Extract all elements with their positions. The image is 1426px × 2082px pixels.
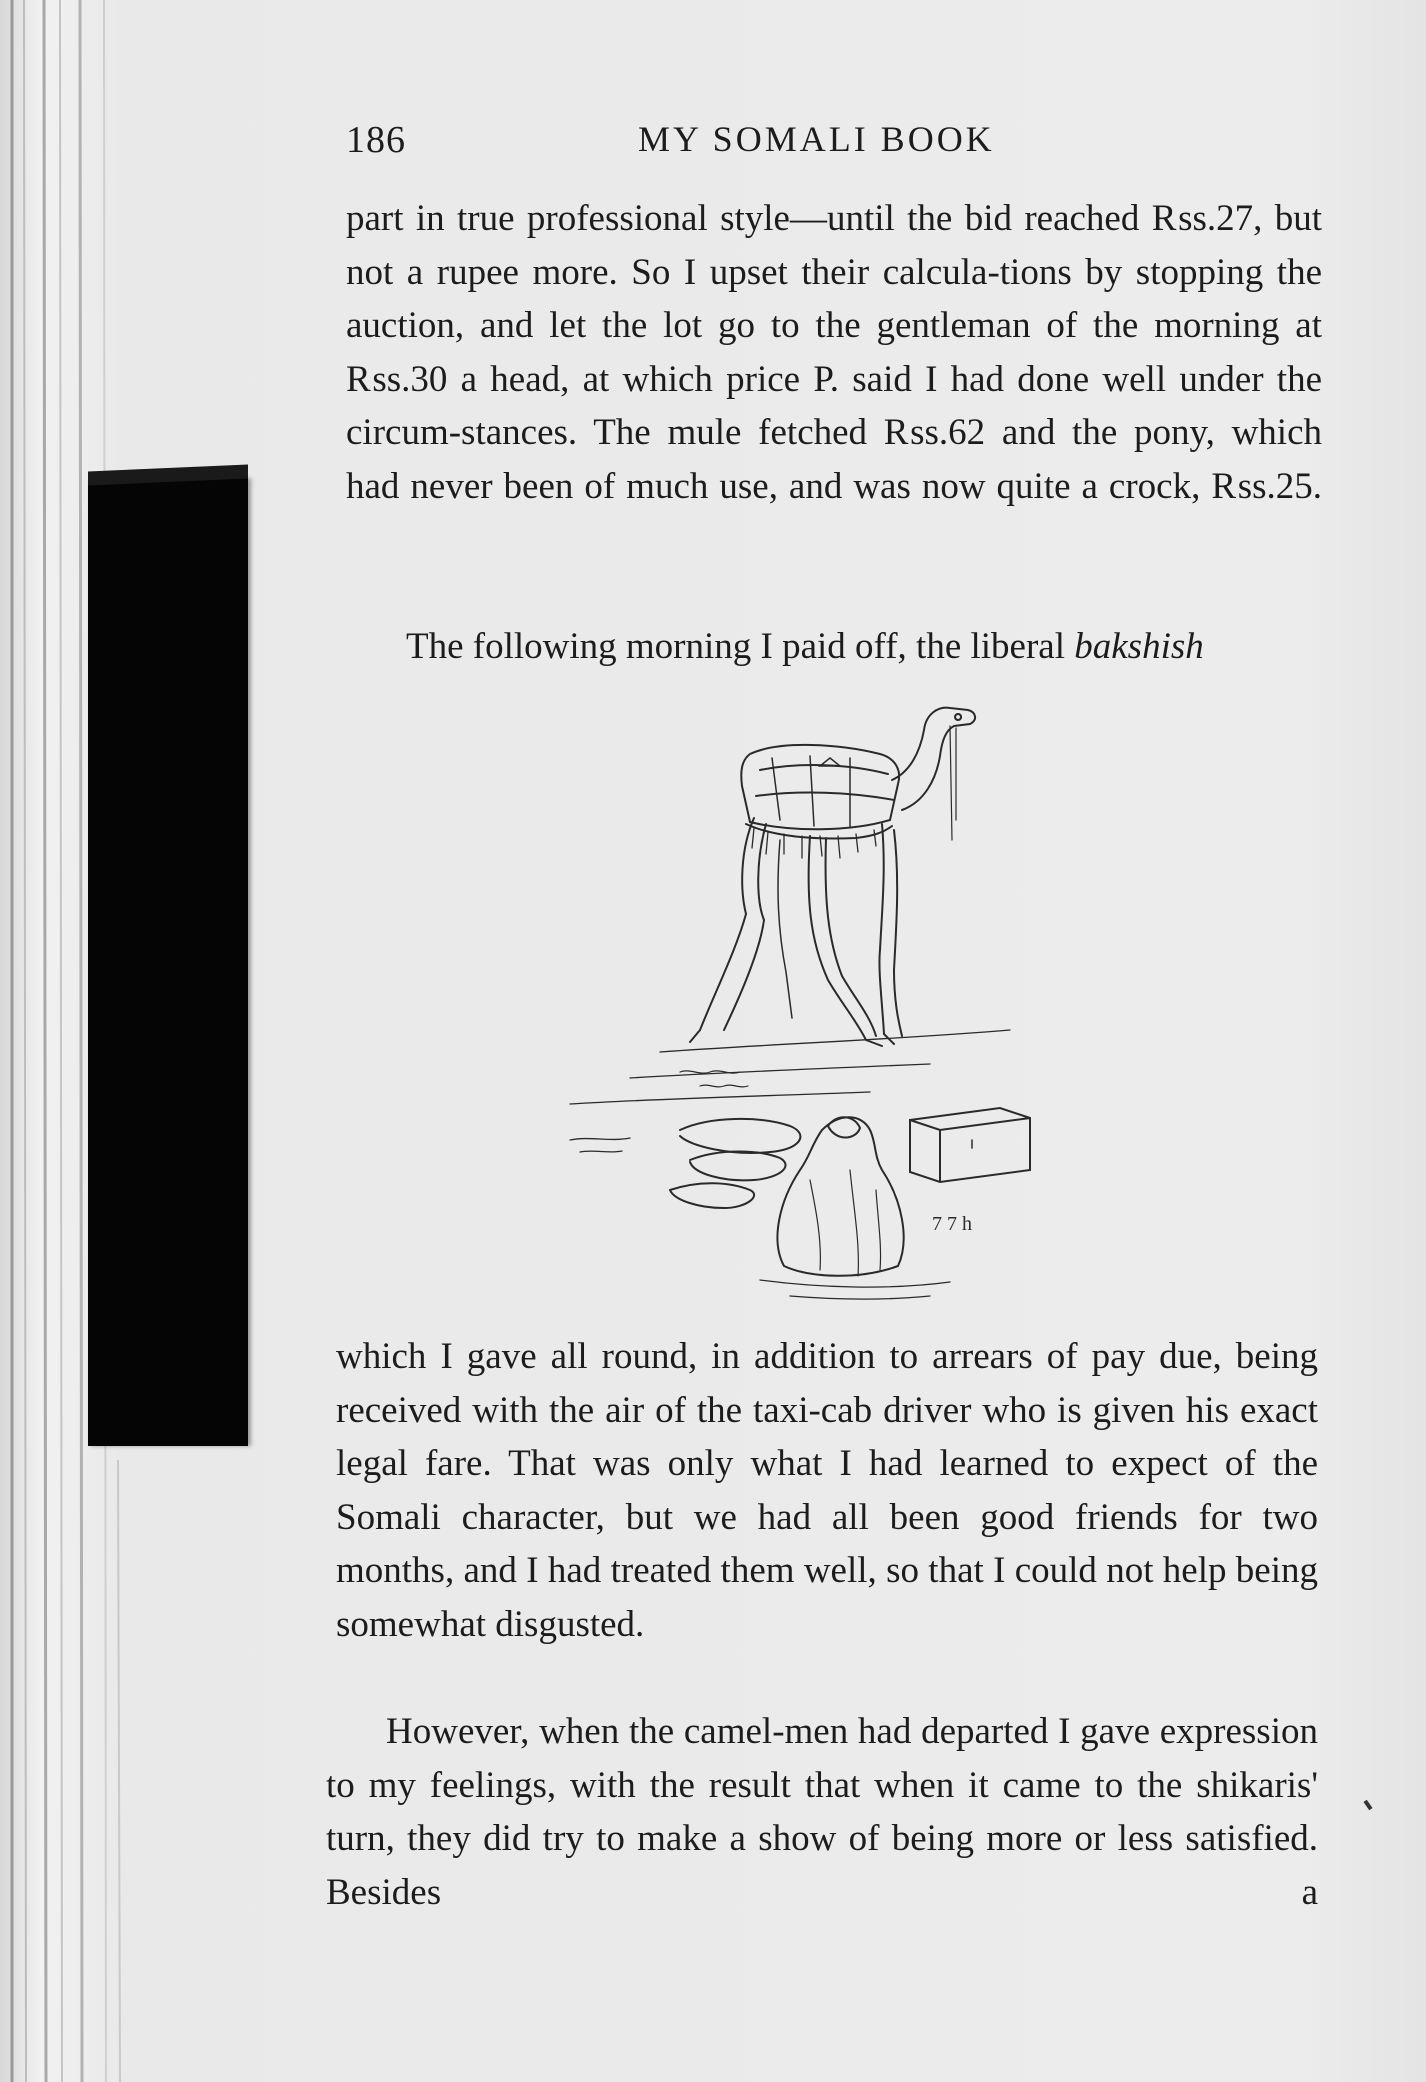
rope-coils bbox=[670, 1119, 800, 1208]
margin-mark bbox=[1363, 1800, 1372, 1810]
seated-figure bbox=[777, 1117, 903, 1276]
paragraph-shikaris: However, when the camel-men had departed I gave expression to my feelings, with the result that when it came to the shikaris' turn, they did try to make a show of being more or less satisfied. Besides a bbox=[326, 1711, 1318, 1913]
camel-front-leg bbox=[879, 824, 902, 1044]
paragraph-paid-off bbox=[346, 620, 1322, 674]
paragraph-auction: part in true professional style—until the bid reached ₨s.27, but not a rupee more. So I upset their calcula-tions by stopping the auction, and let the lot go to the gentleman of the morning at ₨s.30 a head, at which price P. said I had done well under the circum-stances. The mule fetched ₨s.62 and the pony, which had never been of much use, and was now quite a crock, ₨s.25. bbox=[346, 198, 1322, 507]
paragraph-taxi-cab: which I gave all round, in addition to arrears of pay due, being received with the air of the taxi-cab driver who is given his exact legal fare. That was only what I had learned to expect of the Somali character, but we had all been good friends for two months, and I had treated them well, so that I could not help being somewhat disgusted. bbox=[336, 1336, 1318, 1645]
camel-load bbox=[741, 745, 899, 829]
camel-illustration bbox=[510, 700, 1130, 1300]
black-index-tab bbox=[88, 478, 248, 1446]
camel-neck bbox=[892, 708, 975, 810]
italic-word-bakshish: bakshish bbox=[1074, 626, 1204, 667]
running-head bbox=[346, 118, 1326, 168]
camel-rear-leg bbox=[690, 818, 766, 1042]
page-number: 186 bbox=[346, 119, 406, 161]
artist-signature: 7 7 h bbox=[932, 1213, 972, 1235]
box-crate bbox=[910, 1108, 1030, 1182]
paragraph-paid-off-text: The following morning I paid off, the liberal bbox=[406, 626, 1075, 667]
running-title: MY SOMALI BOOK bbox=[638, 119, 995, 159]
